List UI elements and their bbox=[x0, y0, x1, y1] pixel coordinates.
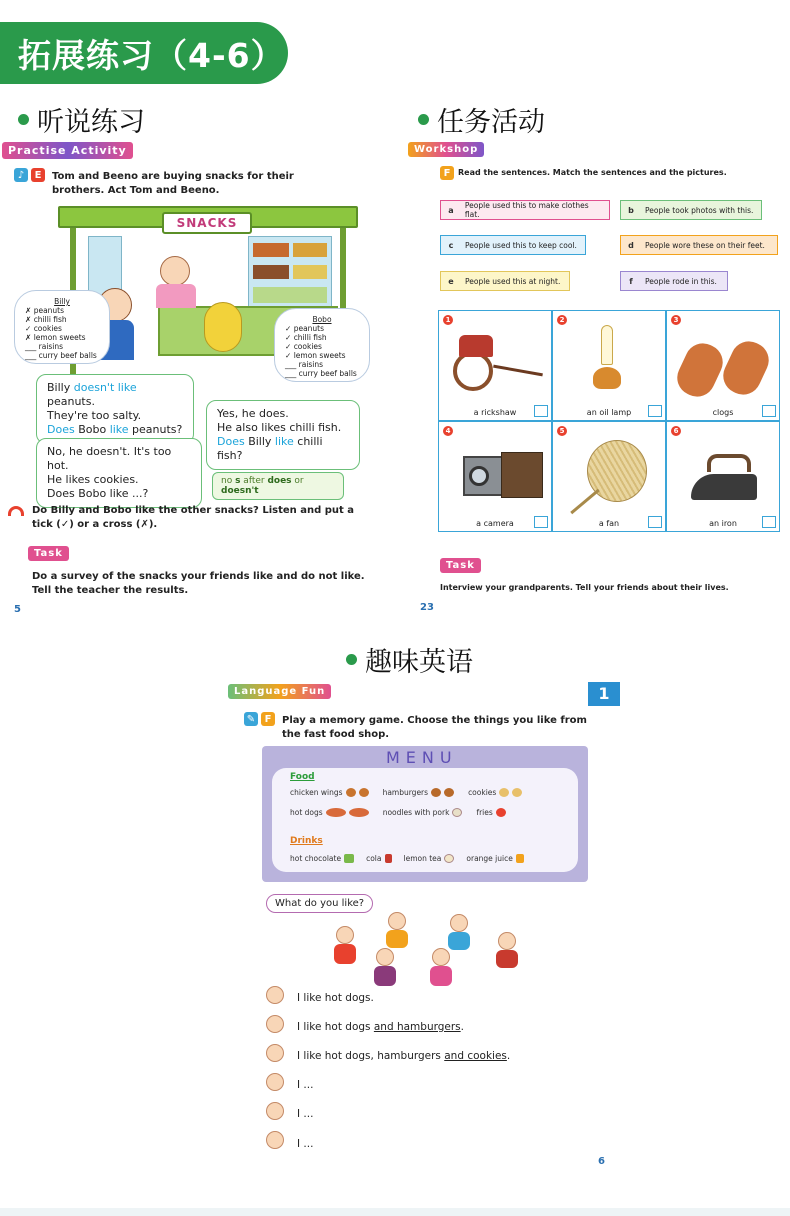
rickshaw-wheel-icon bbox=[453, 351, 493, 391]
answer-box[interactable] bbox=[648, 405, 662, 417]
picture-cell-camera: 4 a camera bbox=[438, 421, 552, 532]
hot-dog-icon bbox=[349, 808, 369, 817]
child-face-icon bbox=[266, 1102, 284, 1120]
banner-title: 拓展练习（4-6） bbox=[18, 35, 285, 75]
child-face-icon bbox=[266, 986, 284, 1004]
speech-bubble-bobo-chilli: Yes, he does. He also likes chilli fish. Does Billy like chilli fish? bbox=[206, 400, 360, 470]
drinks-heading: Drinks bbox=[290, 836, 323, 846]
bobo-note-item: ✓ lemon sweets bbox=[285, 351, 346, 360]
snack-box bbox=[253, 287, 327, 303]
section-label: 趣味英语 bbox=[365, 647, 473, 678]
page-banner bbox=[0, 22, 288, 84]
iron-handle-icon bbox=[707, 454, 751, 472]
lamp-glass-icon bbox=[601, 325, 613, 365]
iron-body-icon bbox=[691, 474, 757, 500]
picture-cell-iron: 6 an iron bbox=[666, 421, 780, 532]
section-title-listening bbox=[18, 100, 145, 139]
bobo-note-item: ✓ peanuts bbox=[285, 324, 325, 333]
cup-icon bbox=[344, 854, 354, 863]
child-body bbox=[334, 944, 356, 964]
hot-dog-icon bbox=[326, 808, 346, 817]
sentence-box-a: a People used this to make clothes flat. bbox=[440, 200, 610, 220]
menu-item[interactable]: lemon tea bbox=[404, 854, 455, 863]
sentence-line-blank[interactable]: I ... bbox=[297, 1138, 314, 1150]
shopkeeper-body bbox=[156, 284, 196, 308]
child-face-icon bbox=[266, 1044, 284, 1062]
billy-note-item: ___ raisins bbox=[25, 342, 64, 351]
bobo-note-title: Bobo bbox=[312, 315, 332, 324]
rickshaw-handle-icon bbox=[493, 365, 543, 377]
menu-title: MENU bbox=[386, 748, 458, 767]
answer-box[interactable] bbox=[762, 516, 776, 528]
snack-box bbox=[253, 243, 289, 257]
food-row bbox=[290, 788, 522, 797]
child-body bbox=[386, 930, 408, 948]
menu-item[interactable]: cola bbox=[366, 854, 391, 863]
chicken-wings-icon bbox=[359, 788, 369, 797]
page-number: 6 bbox=[598, 1156, 605, 1167]
task-logo: Task bbox=[440, 558, 481, 573]
headphones-icon: ♪ bbox=[14, 168, 28, 182]
bottom-strip bbox=[0, 1208, 790, 1216]
fan-handle-icon bbox=[570, 489, 600, 514]
child-face bbox=[376, 948, 394, 966]
workshop-logo: Workshop bbox=[408, 142, 484, 157]
child-face bbox=[336, 926, 354, 944]
tea-cup-icon bbox=[444, 854, 454, 863]
child-body bbox=[430, 966, 452, 986]
task-text: Do a survey of the snacks your friends like and do not like. Tell the teacher the results. bbox=[32, 571, 365, 596]
menu-item[interactable]: hot dogs bbox=[290, 808, 369, 817]
shopkeeper bbox=[160, 256, 190, 286]
menu-item[interactable]: fries bbox=[476, 808, 505, 817]
child-face bbox=[498, 932, 516, 950]
child-body bbox=[448, 932, 470, 950]
picture-grid bbox=[438, 310, 780, 532]
beeno-character bbox=[204, 302, 242, 352]
bullet-dot bbox=[346, 654, 357, 665]
bobo-note bbox=[274, 308, 370, 382]
jar-shelf bbox=[88, 236, 122, 296]
chicken-wings-icon bbox=[346, 788, 356, 797]
activity-letter-badge: E bbox=[31, 168, 45, 182]
camera-lens-icon bbox=[469, 466, 489, 486]
rickshaw-seat-icon bbox=[459, 335, 493, 357]
food-heading: Food bbox=[290, 772, 315, 782]
section-title-task bbox=[418, 100, 545, 139]
picture-cell-fan: 5 a fan bbox=[552, 421, 666, 532]
section-label: 任务活动 bbox=[437, 107, 545, 138]
section-title-fun bbox=[346, 640, 473, 679]
menu-board bbox=[262, 746, 588, 882]
speech-bubble-billy-peanuts: Billy doesn't like peanuts. They're too salty. Does Bobo like peanuts? bbox=[36, 374, 194, 444]
bullet-dot bbox=[18, 114, 29, 125]
menu-item[interactable]: orange juice bbox=[466, 854, 523, 863]
activity-letter-badge: F bbox=[440, 166, 454, 180]
activity-badges bbox=[244, 712, 275, 726]
food-row bbox=[290, 808, 506, 817]
bobo-note-item: ✓ cookies bbox=[285, 342, 322, 351]
snacks-instruction: Tom and Beeno are buying snacks for their brothers. Act Tom and Beeno. bbox=[52, 171, 294, 196]
answer-box[interactable] bbox=[534, 516, 548, 528]
bobo-note-item: ___ raisins bbox=[285, 360, 324, 369]
clog-icon bbox=[671, 337, 728, 402]
billy-note-item: ✗ chilli fish bbox=[25, 315, 67, 324]
page-number: 23 bbox=[420, 602, 434, 613]
picture-cell-clogs: 3 clogs bbox=[666, 310, 780, 421]
child-body bbox=[374, 966, 396, 986]
menu-card bbox=[272, 768, 578, 872]
task-logo: Task bbox=[28, 546, 69, 561]
listen-question: Do Billy and Bobo like the other snacks? Listen and put a tick (✓) or a cross (✗). bbox=[32, 505, 355, 530]
menu-item[interactable]: noodles with pork bbox=[383, 808, 463, 817]
unit-number: 1 bbox=[588, 682, 620, 706]
activity-letter-badge: F bbox=[261, 712, 275, 726]
sentence-line: I like hot dogs and hamburgers. bbox=[297, 1021, 464, 1033]
menu-item[interactable]: cookies bbox=[468, 788, 522, 797]
sentence-line-blank[interactable]: I ... bbox=[297, 1079, 314, 1091]
rainbow-icon bbox=[8, 506, 24, 516]
cola-can-icon bbox=[385, 854, 392, 863]
speech-bubble-too-hot: No, he doesn't. It's too hot. He likes cookies. Does Bobo like ...? bbox=[36, 438, 202, 508]
menu-item[interactable]: hamburgers bbox=[383, 788, 455, 797]
match-instruction: Read the sentences. Match the sentences and the pictures. bbox=[458, 168, 727, 177]
billy-note-item: ✓ cookies bbox=[25, 324, 62, 333]
task-text: Interview your grandparents. Tell your friends about their lives. bbox=[440, 583, 729, 592]
hamburger-icon bbox=[431, 788, 441, 797]
juice-glass-icon bbox=[516, 854, 524, 863]
snack-box bbox=[293, 243, 327, 257]
memory-game-instruction: Play a memory game. Choose the things you like from the fast food shop. bbox=[282, 715, 587, 740]
picture-cell-oil-lamp: 2 an oil lamp bbox=[552, 310, 666, 421]
sentence-box-b: b People took photos with this. bbox=[620, 200, 762, 220]
bobo-note-item: ✓ chilli fish bbox=[285, 333, 327, 342]
snacks-sign: SNACKS bbox=[162, 212, 252, 234]
lamp-base-icon bbox=[593, 367, 621, 389]
clog-icon bbox=[717, 335, 774, 400]
sentence-box-d: d People wore these on their feet. bbox=[620, 235, 778, 255]
billy-note-title: Billy bbox=[54, 297, 70, 306]
child-face-icon bbox=[266, 1073, 284, 1091]
menu-item[interactable]: hot chocolate bbox=[290, 854, 354, 863]
speech-bubble-question: What do you like? bbox=[266, 894, 373, 913]
language-fun-logo: Language Fun bbox=[228, 684, 331, 699]
sentence-line-blank[interactable]: I ... bbox=[297, 1108, 314, 1120]
camera-bellows-icon bbox=[501, 452, 543, 498]
sentence-box-e: e People used this at night. bbox=[440, 271, 570, 291]
child-face bbox=[388, 912, 406, 930]
snack-box bbox=[293, 265, 327, 279]
page-number: 5 bbox=[14, 604, 21, 615]
answer-box[interactable] bbox=[648, 516, 662, 528]
child-face-icon bbox=[266, 1015, 284, 1033]
practise-activity-logo: Practise Activity bbox=[2, 142, 133, 159]
sentence-line: I like hot dogs. bbox=[297, 992, 374, 1004]
bullet-dot bbox=[418, 114, 429, 125]
child-face bbox=[450, 914, 468, 932]
cookie-icon bbox=[512, 788, 522, 797]
billy-note-item: ___ curry beef balls bbox=[25, 351, 97, 360]
activity-badges bbox=[14, 168, 45, 182]
bobo-note-item: ___ curry beef balls bbox=[285, 369, 357, 378]
billy-note-item: ✗ peanuts bbox=[25, 306, 65, 315]
cookie-icon bbox=[499, 788, 509, 797]
child-face-icon bbox=[266, 1131, 284, 1149]
child-face bbox=[432, 948, 450, 966]
child-body bbox=[496, 950, 518, 968]
noodle-bowl-icon bbox=[452, 808, 462, 817]
pencil-icon: ✎ bbox=[244, 712, 258, 726]
sentence-line: I like hot dogs, hamburgers and cookies. bbox=[297, 1050, 511, 1062]
section-label: 听说练习 bbox=[37, 107, 145, 138]
drinks-row bbox=[290, 854, 524, 863]
answer-box[interactable] bbox=[534, 405, 548, 417]
children-group-illustration bbox=[326, 908, 526, 992]
sentence-box-f: f People rode in this. bbox=[620, 271, 728, 291]
menu-item[interactable]: chicken wings bbox=[290, 788, 369, 797]
grammar-tip: no s after does or doesn't bbox=[212, 472, 344, 500]
billy-note-item: ✗ lemon sweets bbox=[25, 333, 86, 342]
hamburger-icon bbox=[444, 788, 454, 797]
picture-cell-rickshaw: 1 a rickshaw bbox=[438, 310, 552, 421]
snack-box bbox=[253, 265, 289, 279]
billy-note bbox=[14, 290, 110, 364]
answer-box[interactable] bbox=[762, 405, 776, 417]
sentence-box-c: c People used this to keep cool. bbox=[440, 235, 586, 255]
snack-shelf bbox=[248, 236, 332, 311]
fries-icon bbox=[496, 808, 506, 817]
